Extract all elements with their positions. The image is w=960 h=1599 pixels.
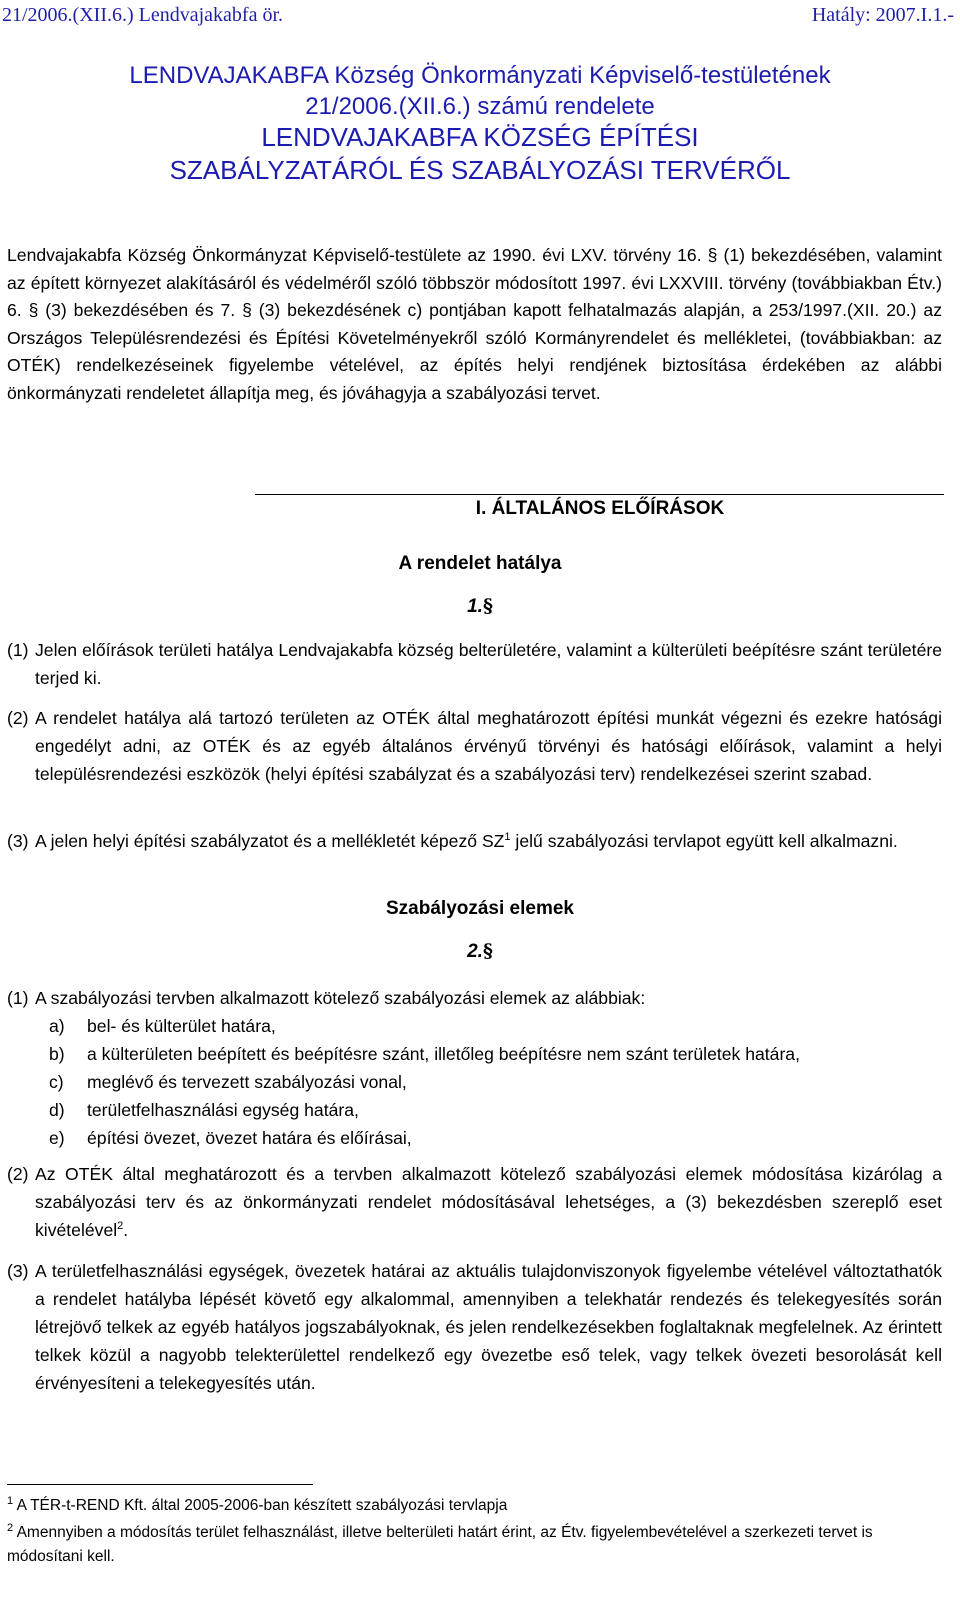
header-effective-date: Hatály: 2007.I.1.- xyxy=(811,4,954,26)
clause-number: (2) xyxy=(7,1164,29,1184)
clause-text-part: . xyxy=(123,1220,129,1240)
list-text: építési övezet, övezet határa és előírásai, xyxy=(87,1128,412,1148)
list-label: e) xyxy=(49,1128,65,1148)
clause-1-3 xyxy=(7,827,942,855)
section-heading: I. ÁLTALÁNOS ELŐÍRÁSOK xyxy=(475,498,725,519)
clause-text-part: A jelen helyi építési szabályzatot és a mellékletét képező SZ xyxy=(35,831,505,851)
footnote-text: A TÉR-t-REND Kft. által 2005-2006-ban készített szabályozási tervlapja xyxy=(16,1497,508,1514)
list-label: b) xyxy=(49,1044,65,1064)
list-label: c) xyxy=(49,1072,64,1092)
clause-1-2 xyxy=(7,704,942,788)
footnote-2 xyxy=(7,1521,942,1569)
list-label: d) xyxy=(49,1100,65,1120)
title-line-2: 21/2006.(XII.6.) számú rendelete xyxy=(305,93,655,120)
clause-text: Jelen előírások területi hatálya Lendvajakabfa község belterületére, valamint a külterületi beépítésre szánt területére terjed ki. xyxy=(35,640,942,688)
list-text: területfelhasználási egység határa, xyxy=(87,1100,359,1120)
clause-number: (3) xyxy=(7,1261,29,1281)
list-item xyxy=(49,1012,800,1040)
section-symbol: § xyxy=(482,940,493,962)
header-citation: 21/2006.(XII.6.) Lendvajakabfa ör. xyxy=(2,4,284,26)
list-item xyxy=(49,1040,800,1068)
clause-number: (2) xyxy=(7,708,29,728)
clause-2-3 xyxy=(7,1257,942,1397)
clause-text-part: Az OTÉK által meghatározott és a tervben alkalmazott kötelező szabályozási elemek módosítása kizárólag a szabályozási terv és az önkormányzati rendelet módosításával lehetséges, a (3) bekezdésben szereplő eset kivételével xyxy=(35,1164,942,1240)
clause-text xyxy=(7,1160,942,1244)
paragraph-number-1-text: 1. xyxy=(467,596,483,617)
list-item xyxy=(49,1096,800,1124)
clause-text: A szabályozási tervben alkalmazott kötelező szabályozási elemek az alábbiak: xyxy=(35,988,646,1008)
paragraph-number-1 xyxy=(0,595,960,618)
clause-number: (3) xyxy=(7,831,29,851)
footnote-divider xyxy=(7,1484,313,1485)
clause-number: (1) xyxy=(7,640,29,660)
clause-text: A rendelet hatálya alá tartozó területen az OTÉK által meghatározott építési munkát végezni és ezekre hatósági engedélyt adni, az OTÉK és az egyéb általános érvényű törvényi és hatósági előírások, valamint a helyi településrendezési eszközök (helyi építési szabályzat és a szabályozási terv) rendelkezései szerint szabad. xyxy=(35,708,942,784)
clause-text-part: jelű szabályozási tervlapot együtt kell alkalmazni. xyxy=(510,831,898,851)
title-line-1: LENDVAJAKABFA Község Önkormányzati Képviselő-testületének xyxy=(129,62,831,89)
footnote-1 xyxy=(7,1494,942,1518)
preamble-paragraph: Lendvajakabfa Község Önkormányzat Képviselő-testülete az 1990. évi LXV. törvény 16. § (1) bekezdésében, valamint az épített környezet alakításáról és védelméről szóló többször módosított 1997. évi LXXVIII. törvény (továbbiakban Étv.) 6. § (3) bekezdésében és 7. § (3) bekezdésének c) pontjában kapott felhatalmazás alapján, a 253/1997.(XII. 20.) az Országos Településrendezési és Építési Követelményekről szóló Kormányrendelet és mellékletei, (továbbiakban: az OTÉK) rendelkezéseinek figyelembe vételével, az építés helyi rendjének biztosítása érdekében az alábbi önkormányzati rendeletet állapítja meg, és jóváhagyja a szabályozási tervet. xyxy=(7,245,942,403)
section-symbol: § xyxy=(482,595,493,617)
list-text: a külterületen beépített és beépítésre szánt, illetőleg beépítésre nem szánt területek határa, xyxy=(87,1044,800,1064)
footnote-mark: 1 xyxy=(7,1494,14,1507)
clause-2-1 xyxy=(7,984,942,1012)
list-text: bel- és külterület határa, xyxy=(87,1016,276,1036)
section-divider xyxy=(255,494,944,495)
clause-text xyxy=(7,827,942,855)
paragraph-number-2-text: 2. xyxy=(467,941,483,962)
title-line-3: LENDVAJAKABFA KÖZSÉG ÉPÍTÉSI xyxy=(261,122,699,152)
footnote-ref-1[interactable]: 1 xyxy=(504,831,511,844)
elements-list xyxy=(49,1012,800,1152)
subsection-heading-scope: A rendelet hatálya xyxy=(398,553,562,574)
list-label: a) xyxy=(49,1016,65,1036)
footnote-text: Amennyiben a módosítás terület felhasználást, illetve belterületi határt érint, az Étv. figyelembevételével a szerkezeti tervet is módosítani kell. xyxy=(7,1524,873,1565)
footnote-ref-2[interactable]: 2 xyxy=(117,1220,124,1233)
clause-1-1 xyxy=(7,636,942,692)
list-text: meglévő és tervezett szabályozási vonal, xyxy=(87,1072,407,1092)
paragraph-number-2 xyxy=(0,940,960,963)
list-item xyxy=(49,1124,800,1152)
clause-number: (1) xyxy=(7,988,29,1008)
clause-2-2 xyxy=(7,1160,942,1244)
footnote-mark: 2 xyxy=(7,1521,14,1534)
subsection-heading-elements: Szabályozási elemek xyxy=(386,898,574,919)
list-item xyxy=(49,1068,800,1096)
clause-text: A területfelhasználási egységek, övezetek határai az aktuális tulajdonviszonyok figyelembe vételével változtathatók a rendelet hatályba lépését követő egy alkalommal, amennyiben a telekhatár rendezés és telekegyesítés során létrejövő telkek az egyéb hatályos jogszabályoknak, és jelen rendelkezésekben foglaltaknak megfelelnek. Az érintett telkek közül a nagyobb telekterülettel rendelkező egy övezetbe eső telek, vagy telkek övezeti besorolását kell érvényesíteni a telekegyesítés után. xyxy=(35,1261,942,1393)
title-line-4: SZABÁLYZATÁRÓL ÉS SZABÁLYOZÁSI TERVÉRŐL xyxy=(169,155,791,185)
